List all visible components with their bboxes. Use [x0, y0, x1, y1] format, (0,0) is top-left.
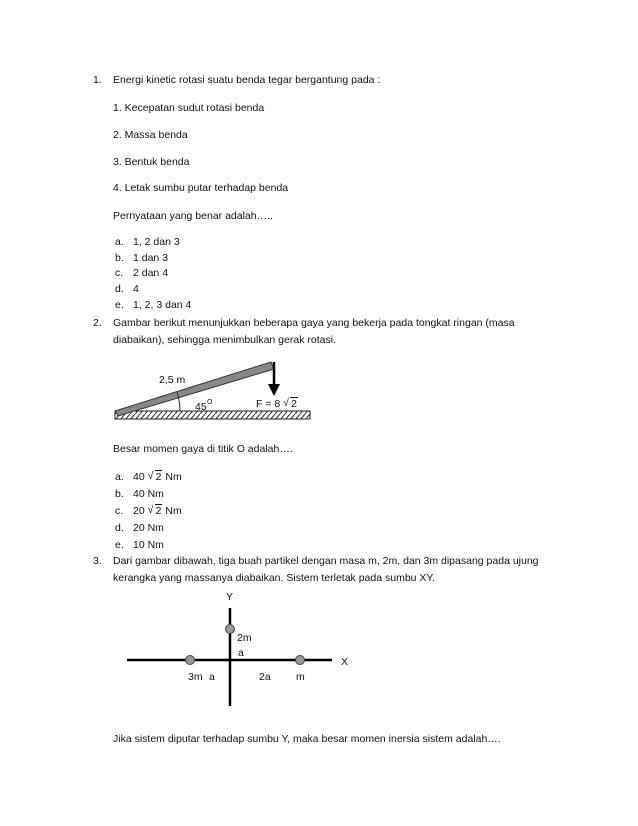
q1-statement-4: 4. Letak sumbu putar terhadap benda	[113, 182, 289, 194]
q1-number: 1.	[93, 74, 102, 86]
q2-option-a-letter: a.	[115, 471, 124, 483]
q1-statement-3: 3. Bentuk benda	[113, 156, 190, 168]
q2-option-b-letter: b.	[115, 488, 124, 500]
q3-prompt: Jika sistem diputar terhadap sumbu Y, maka besar momen inersia sistem adalah….	[113, 733, 501, 745]
force-label: F = 8 √ 2	[256, 398, 298, 411]
top-distance-label: a	[238, 647, 244, 659]
left-mass-label: 3m	[188, 671, 203, 683]
q2-option-d-letter: d.	[115, 522, 124, 534]
force-radicand: 2	[291, 398, 297, 410]
q2-number: 2.	[93, 317, 102, 329]
angle-label: 45	[195, 401, 207, 413]
q1-option-d-letter: d.	[115, 283, 124, 295]
q1-prompt: Pernyataan yang benar adalah…..	[113, 210, 273, 222]
q1-question: Energi kinetic rotasi suatu benda tegar bergantung pada :	[113, 74, 381, 86]
q2-option-c-letter: c.	[115, 505, 124, 517]
q2-option-c-text: 20 √ 2 Nm	[133, 505, 182, 518]
q1-option-c-text: 2 dan 4	[133, 267, 169, 279]
q2-option-e-text: 10 Nm	[133, 539, 164, 551]
right-distance-label: 2a	[259, 671, 271, 683]
q1-option-e-letter: e.	[115, 299, 124, 311]
rod-length-label: 2,5 m	[159, 374, 186, 386]
q1-statement-1: 1. Kecepatan sudut rotasi benda	[113, 102, 265, 114]
q1-option-b-letter: b.	[115, 252, 124, 264]
q3-question-line1: Dari gambar dibawah, tiga buah partikel dengan masa m, 2m, dan 3m dipasang pada ujung	[113, 555, 539, 567]
right-mass-label: m	[296, 671, 305, 683]
y-axis-label: Y	[226, 591, 234, 603]
x-axis-label: X	[341, 656, 349, 668]
q1-statement-2: 2. Massa benda	[113, 129, 188, 141]
q2-question-line2: diabaikan), sehingga menimbulkan gerak rotasi.	[113, 334, 336, 346]
left-distance-label: a	[209, 671, 215, 683]
q2-option-b-text: 40 Nm	[133, 488, 164, 500]
q1-option-c-letter: c.	[115, 267, 124, 279]
q2-prompt: Besar momen gaya di titik O adalah….	[113, 443, 293, 455]
q2-option-d-text: 20 Nm	[133, 522, 164, 534]
q1-option-d-text: 4	[133, 283, 139, 295]
particle-2m	[226, 625, 235, 634]
particle-3m	[186, 656, 195, 665]
particle-m	[296, 656, 305, 665]
q3-question-line2: kerangka yang massanya diabaikan. Sistem terletak pada sumbu XY.	[113, 572, 435, 584]
q1-option-a-letter: a.	[115, 236, 124, 248]
angle-unit: O	[207, 399, 213, 406]
q1-option-a-text: 1, 2 dan 3	[133, 236, 180, 248]
q2-question-line1: Gambar berikut menunjukkan beberapa gaya yang bekerja pada tongkat ringan (masa	[113, 317, 515, 329]
q3-number: 3.	[93, 555, 102, 567]
q1-option-e-text: 1, 2, 3 dan 4	[133, 299, 192, 311]
q2-option-e-letter: e.	[115, 539, 124, 551]
q1-option-b-text: 1 dan 3	[133, 252, 169, 264]
top-mass-label: 2m	[237, 632, 252, 644]
q2-option-a-text: 40 √ 2 Nm	[133, 471, 182, 484]
